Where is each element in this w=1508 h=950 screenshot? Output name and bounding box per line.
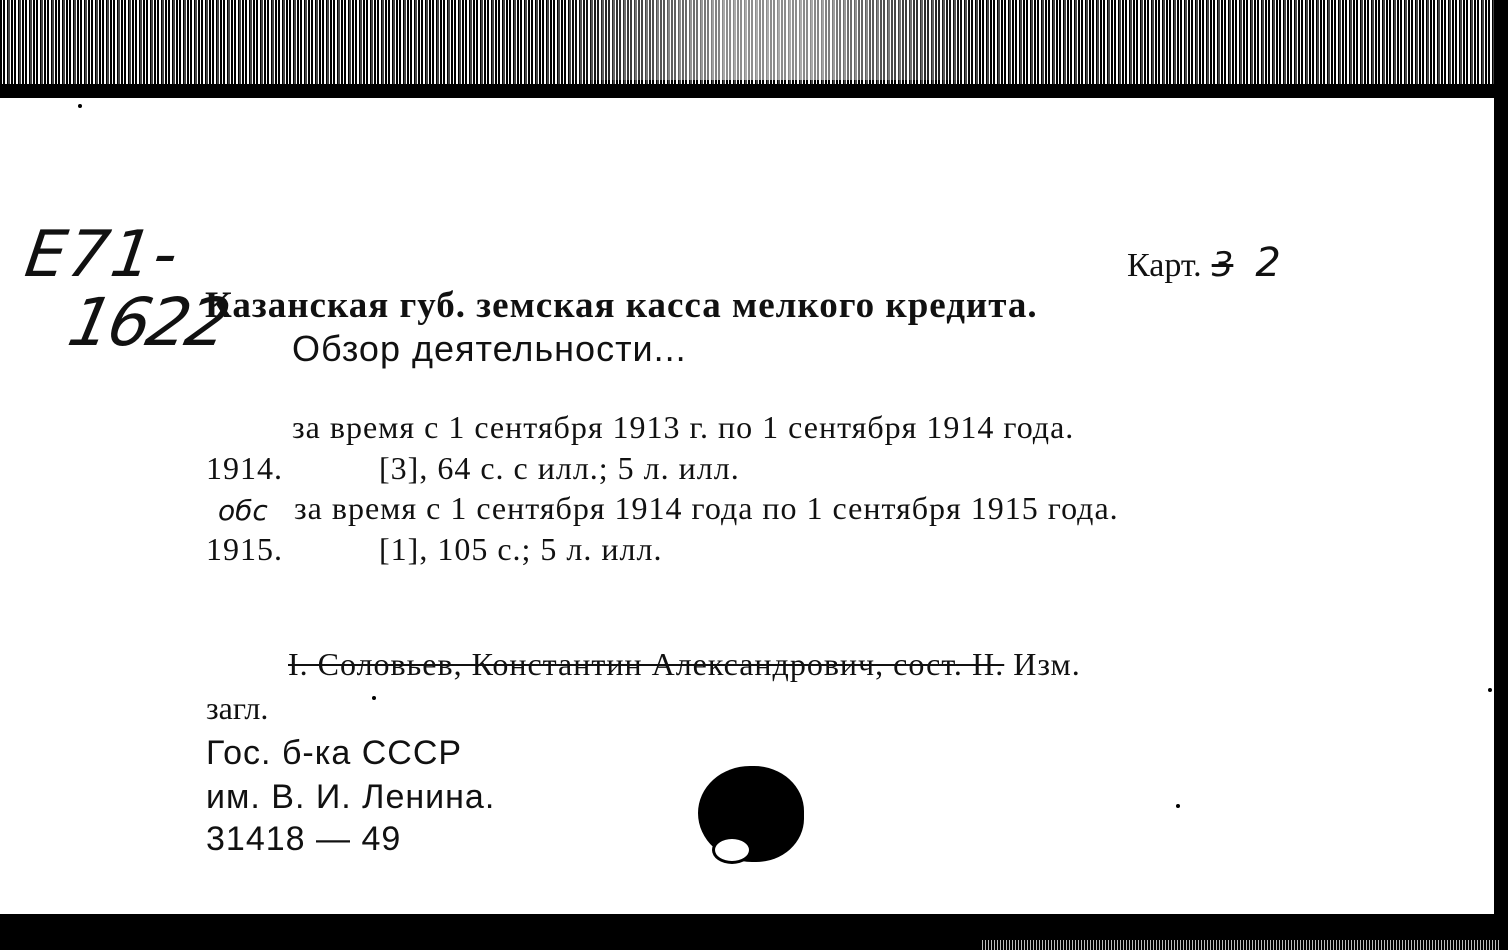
call-number-line-2: 1622 bbox=[61, 284, 235, 361]
title: Обзор деятельности... bbox=[292, 328, 687, 369]
added-entry-struck: I. Соловьев, Константин Александрович, сост. II. bbox=[288, 646, 1005, 682]
card-number-struck: 3 bbox=[1211, 245, 1234, 285]
speck bbox=[1176, 804, 1180, 808]
scan-noise bbox=[980, 940, 1500, 950]
edition-1-imprint bbox=[206, 450, 740, 487]
printer-line-1: Гос. б-ка СССР bbox=[206, 734, 463, 772]
edition-1-extent: 64 с. с илл.; 5 л. илл. bbox=[437, 450, 740, 486]
scan-border-right bbox=[1494, 0, 1508, 950]
punch-hole bbox=[698, 766, 804, 862]
scan-border-highlight bbox=[560, 0, 980, 80]
handwritten-mark: обс bbox=[218, 494, 268, 527]
call-number-line-1: E71- bbox=[20, 218, 185, 292]
printer-line-2: им. В. И. Ленина. bbox=[206, 778, 496, 816]
edition-2-extent: 105 с.; 5 л. илл. bbox=[437, 531, 663, 567]
heading: Казанская губ. земская касса мелкого кредита. bbox=[205, 285, 1038, 326]
added-entry-text: Изм. bbox=[1013, 646, 1081, 682]
edition-1-issue: [3], bbox=[379, 450, 429, 486]
edition-1-period: за время с 1 сентября 1913 г. по 1 сентября 1914 года. bbox=[292, 409, 1075, 445]
printer-line-3: 31418 — 49 bbox=[206, 820, 402, 858]
edition-2-issue: [1], bbox=[379, 531, 429, 567]
added-entry-continuation: загл. bbox=[206, 690, 269, 726]
edition-2-period: за время с 1 сентября 1914 года по 1 сентября 1915 года. bbox=[294, 490, 1119, 526]
edition-1-year: 1914. bbox=[206, 450, 283, 486]
card-number-handwritten: 2 bbox=[1255, 240, 1281, 286]
card-label-text: Карт. bbox=[1127, 247, 1202, 284]
edition-2-imprint bbox=[206, 531, 662, 568]
card-number bbox=[1127, 240, 1281, 286]
speck bbox=[1488, 688, 1492, 692]
edition-2-year: 1915. bbox=[206, 531, 283, 567]
speck bbox=[78, 104, 82, 108]
added-entry bbox=[288, 646, 1081, 683]
speck bbox=[372, 696, 376, 700]
